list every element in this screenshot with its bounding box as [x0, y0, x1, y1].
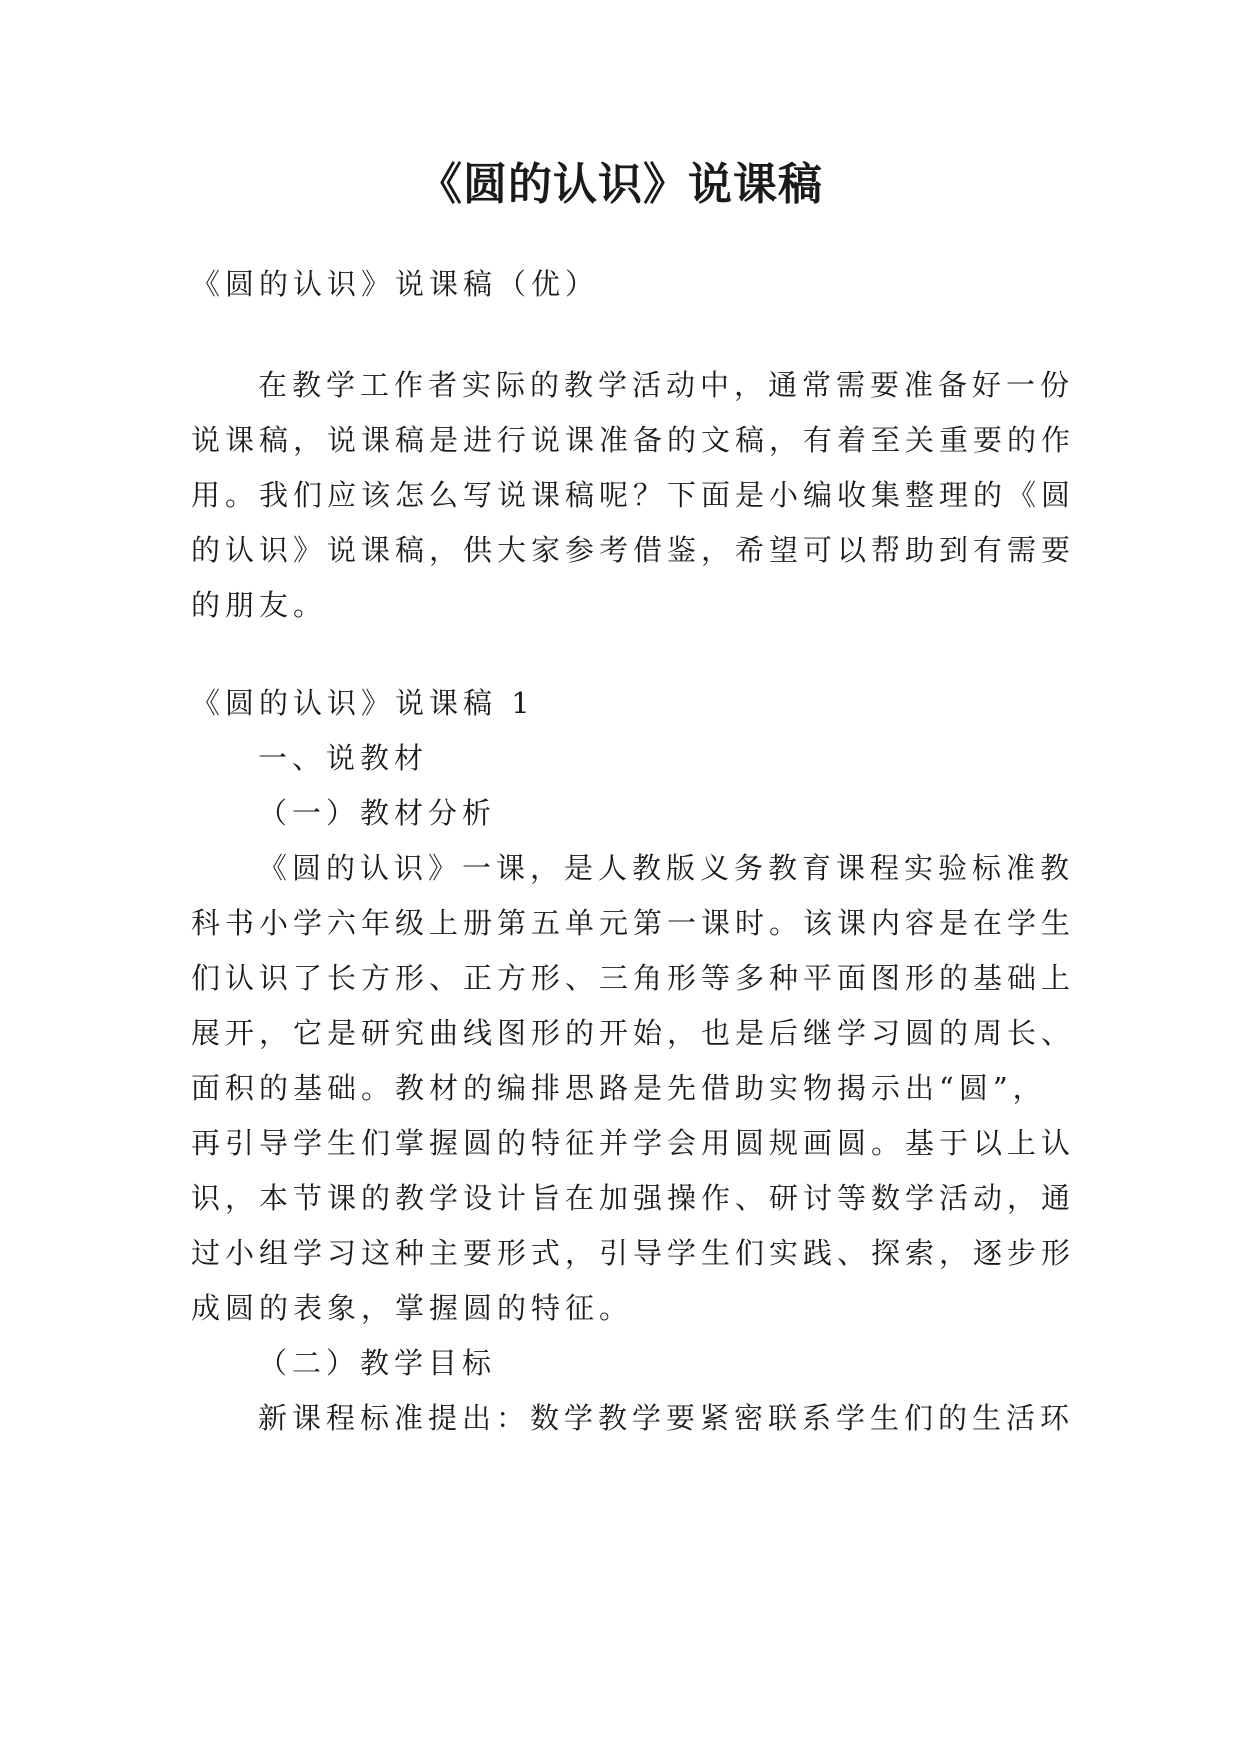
intro-line: 说课稿，说课稿是进行说课准备的文稿，有着至关重要的作	[191, 423, 1076, 457]
intro-line: 用。我们应该怎么写说课稿呢？下面是小编收集整理的《圆	[191, 478, 1076, 512]
intro-line: 在教学工作者实际的教学活动中，通常需要准备好一份	[258, 368, 1075, 402]
subsection-heading: （二）教学目标	[258, 1346, 497, 1380]
intro-line: 的认识》说课稿，供大家参考借鉴，希望可以帮助到有需要	[191, 533, 1076, 567]
analysis-line: 面积的基础。教材的编排思路是先借助实物揭示出“圆”，	[191, 1071, 1047, 1105]
analysis-line: 过小组学习这种主要形式，引导学生们实践、探索，逐步形	[191, 1236, 1076, 1270]
intro-line: 的朋友。	[191, 588, 328, 622]
subsection-heading: （一）教材分析	[258, 796, 497, 830]
part-heading: 一、说教材	[258, 741, 429, 775]
analysis-line: 展开，它是研究曲线图形的开始，也是后继学习圆的周长、	[191, 1016, 1076, 1050]
analysis-line: 科书小学六年级上册第五单元第一课时。该课内容是在学生	[191, 906, 1076, 940]
analysis-line: 再引导学生们掌握圆的特征并学会用圆规画圆。基于以上认	[191, 1126, 1076, 1160]
goal-line: 新课程标准提出：数学教学要紧密联系学生们的生活环	[258, 1401, 1075, 1435]
document-title: 《圆的认识》说课稿	[418, 159, 823, 210]
analysis-line: 们认识了长方形、正方形、三角形等多种平面图形的基础上	[191, 961, 1076, 995]
analysis-line: 成圆的表象，掌握圆的特征。	[191, 1291, 634, 1325]
analysis-line: 《圆的认识》一课，是人教版义务教育课程实验标准教	[258, 851, 1075, 885]
document-subtitle: 《圆的认识》说课稿（优）	[191, 267, 600, 301]
analysis-line: 识，本节课的教学设计旨在加强操作、研讨等数学活动，通	[191, 1181, 1076, 1215]
section-heading: 《圆的认识》说课稿 1	[191, 686, 535, 720]
